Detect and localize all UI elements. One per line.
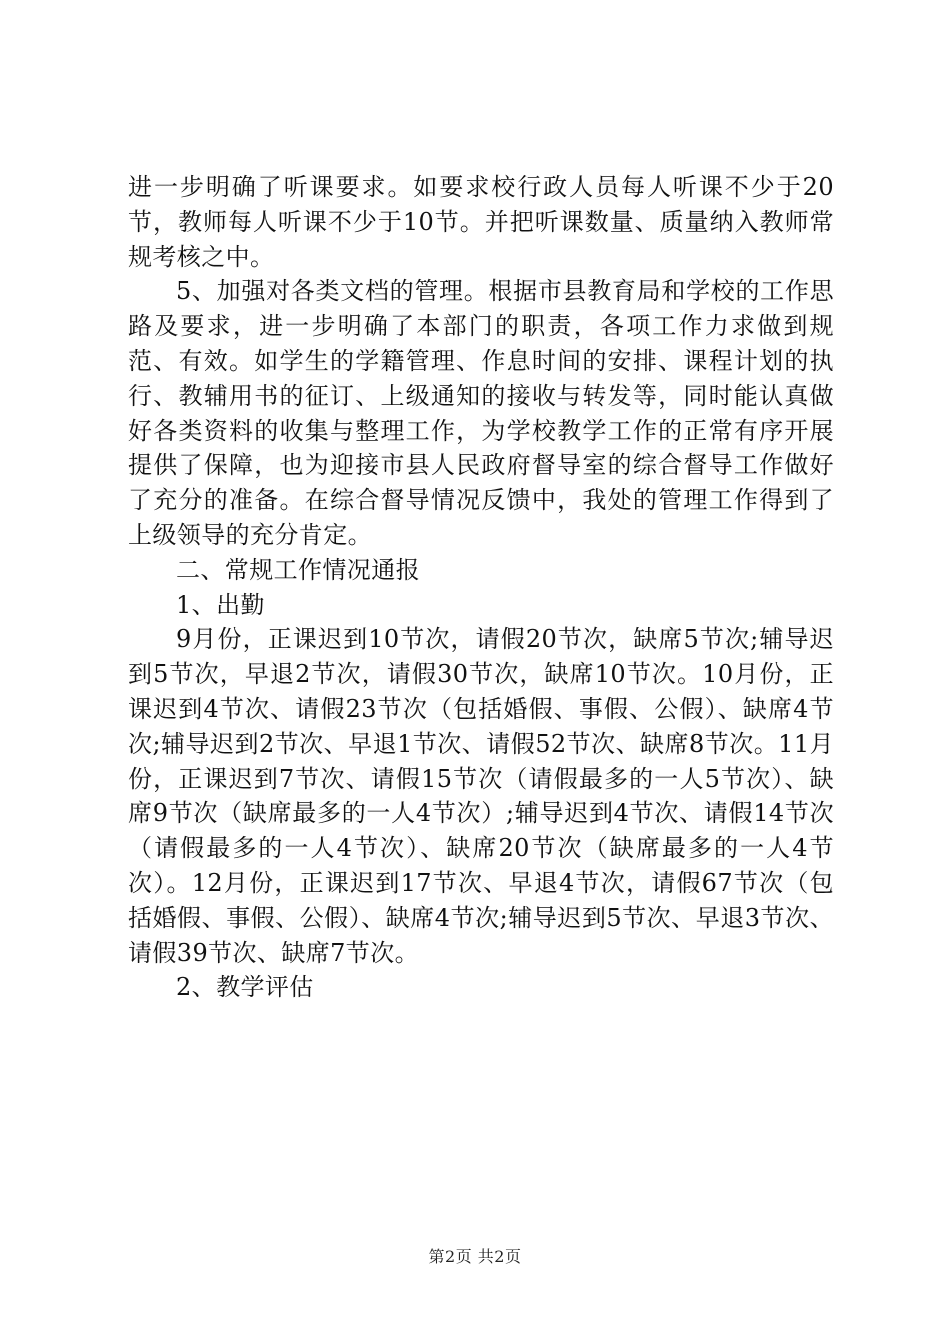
document-body (128, 170, 834, 1005)
paragraph-lecture-requirements: 进一步明确了听课要求。如要求校行政人员每人听课不少于20节，教师每人听课不少于10节。并把听课数量、质量纳入教师常规考核之中。 (128, 173, 834, 271)
subheading-attendance: 1、出勤 (176, 590, 265, 619)
paragraph-document-management: 5、加强对各类文档的管理。根据市县教育局和学校的工作思路及要求，进一步明确了本部门的职责，各项工作力求做到规范、有效。如学生的学籍管理、作息时间的安排、课程计划的执行、教辅用书的征订、上级通知的接收与转发等，同时能认真做好各类资料的收集与整理工作，为学校教学工作的正常有序开展提供了保障，也为迎接市县人民政府督导室的综合督导工作做好了充分的准备。在综合督导情况反馈中，我处的管理工作得到了上级领导的充分肯定。 (128, 277, 834, 549)
subheading-teaching-evaluation: 2、教学评估 (176, 973, 314, 1002)
section-heading-routine-report: 二、常规工作情况通报 (176, 555, 420, 584)
page-footer: 第2页 共2页 (428, 1247, 522, 1266)
paragraph-attendance-details: 9月份，正课迟到10节次，请假20节次，缺席5节次;辅导迟到5节次，早退2节次，请假30节次，缺席10节次。10月份，正课迟到4节次、请假23节次（包括婚假、事假、公假）、缺席4节次;辅导迟到2节次、早退1节次、请假52节次、缺席8节次。11月份，正课迟到7节次、请假15节次（请假最多的一人5节次）、缺席9节次（缺席最多的一人4节次）;辅导迟到4节次、请假14节次（请假最多的一人4节次）、缺席20节次（缺席最多的一人4节次）。12月份，正课迟到17节次、早退4节次，请假67节次（包括婚假、事假、公假）、缺席4节次;辅导迟到5节次、早退3节次、请假39节次、缺席7节次。 (128, 625, 834, 967)
